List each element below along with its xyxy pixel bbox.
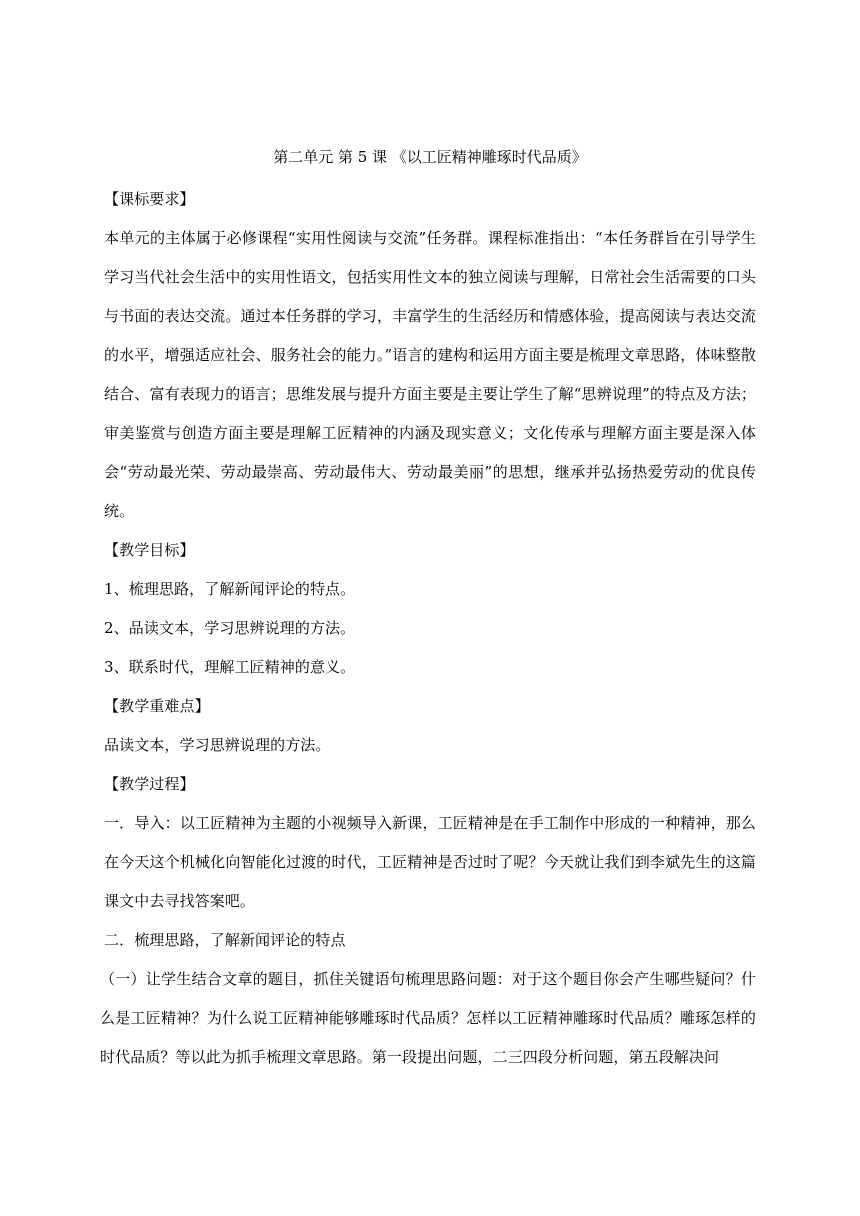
process-step2-heading: 二．梳理思路，了解新闻评论的特点 xyxy=(104,931,346,949)
process-step2-paragraph: （一）让学生结合文章的题目，抓住关键语句梳理思路问题：对于这个题目你会产生哪些疑问？什么是工匠精神？为什么说工匠精神能够雕琢时代品质？怎样以工匠精神雕琢时代品质？雕琢怎样的时代品质？等以此为抓手梳理文章思路。第一段提出问题，二三四段分析问题，第五段解决问 xyxy=(100,970,756,1066)
objective-item: 1、梳理思路，了解新闻评论的特点。 xyxy=(104,580,356,598)
standards-paragraph: 本单元的主体属于必修课程“实用性阅读与交流”任务群。课程标准指出：“本任务群旨在引导学生学习当代社会生活中的实用性语文，包括实用性文本的独立阅读与理解，日常社会生活需要的口头与书面的表达交流。通过本任务群的学习，丰富学生的生活经历和情感体验，提高阅读与表达交流的水平，增强适应社会、服务社会的能力。”语言的建构和运用方面主要是梳理文章思路，体味整散结合、富有表现力的语言；思维发展与提升方面主要是主要让学生了解“思辨说理”的特点及方法；审美鉴赏与创造方面主要是理解工匠精神的内涵及现实意义；文化传承与理解方面主要是深入体会“劳动最光荣、劳动最崇高、劳动最伟大、劳动最美丽”的思想，继承并弘扬热爱劳动的优良传统。 xyxy=(104,229,756,520)
standards-heading: 【课标要求】 xyxy=(104,190,195,208)
objective-item: 2、品读文本，学习思辨说理的方法。 xyxy=(104,619,356,637)
key-points-text: 品读文本，学习思辨说理的方法。 xyxy=(104,736,331,754)
document-title: 第二单元 第 5 课 《以工匠精神雕琢时代品质》 xyxy=(273,148,587,166)
process-heading: 【教学过程】 xyxy=(104,775,195,793)
objective-item: 3、联系时代，理解工匠精神的意义。 xyxy=(104,658,356,676)
process-intro-paragraph: 一．导入：以工匠精神为主题的小视频导入新课，工匠精神是在手工制作中形成的一种精神，那么在今天这个机械化向智能化过渡的时代，工匠精神是否过时了呢？今天就让我们到李斌先生的这篇课文中去寻找答案吧。 xyxy=(104,814,756,910)
key-points-heading: 【教学重难点】 xyxy=(104,697,210,715)
document-body xyxy=(100,180,756,1077)
objectives-heading: 【教学目标】 xyxy=(104,541,195,559)
